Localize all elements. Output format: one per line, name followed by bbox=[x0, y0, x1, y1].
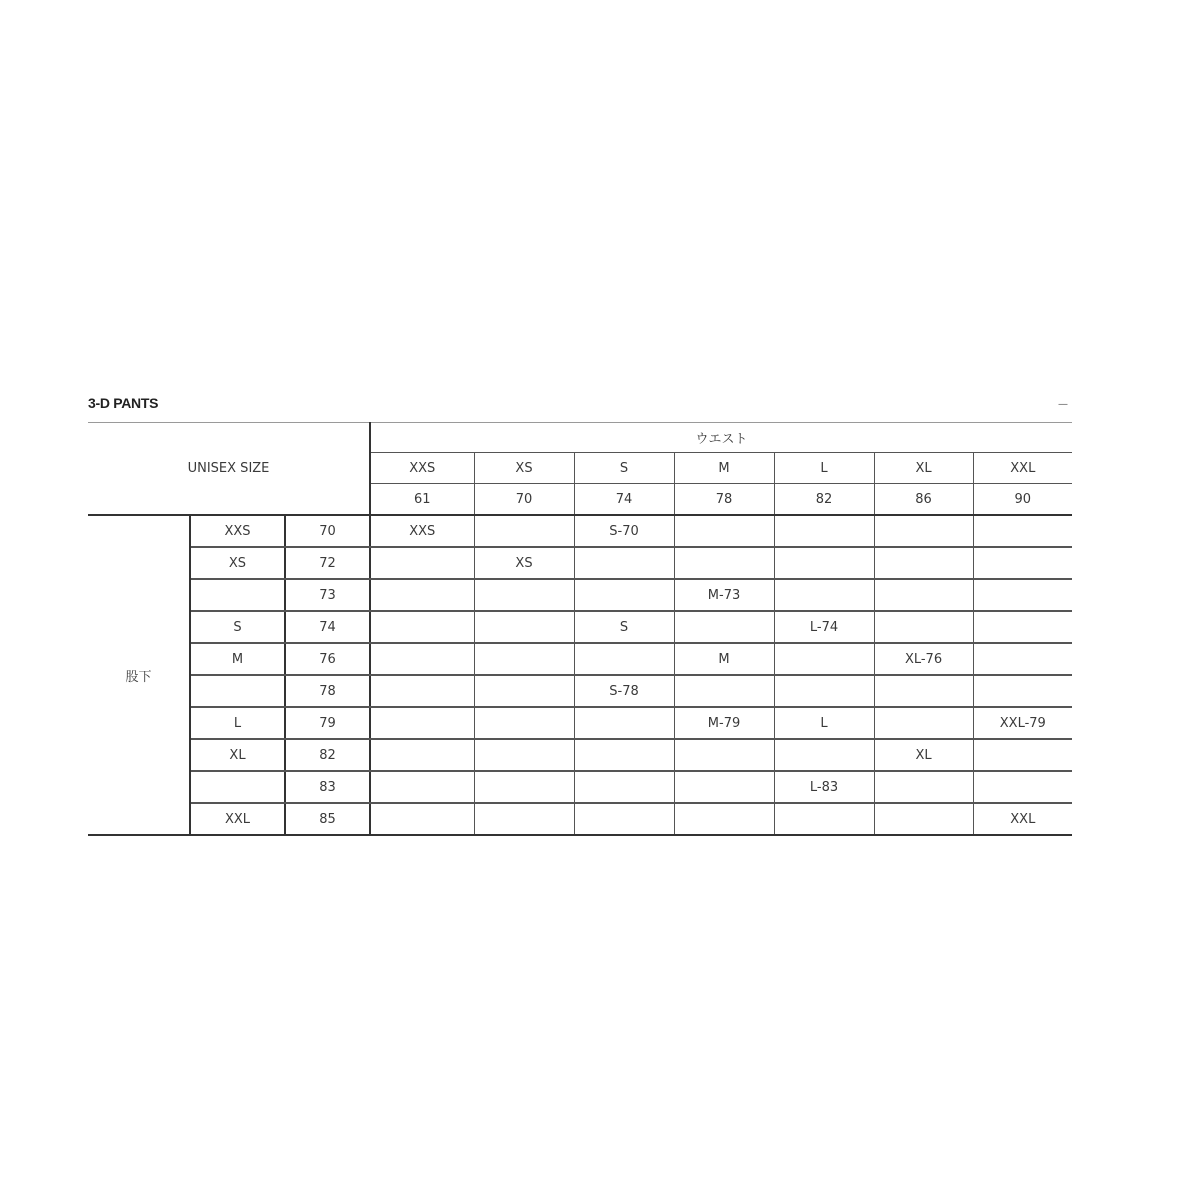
size-cell bbox=[574, 707, 674, 739]
waist-cm-header: 90 bbox=[973, 484, 1072, 516]
inseam-cm-cell: 85 bbox=[285, 803, 370, 835]
waist-size-header: XS bbox=[474, 453, 574, 484]
unisex-size-header: UNISEX SIZE bbox=[88, 422, 370, 515]
size-cell bbox=[973, 515, 1072, 547]
size-cell: S-70 bbox=[574, 515, 674, 547]
table-row bbox=[88, 739, 1072, 771]
page-title: 3-D PANTS bbox=[88, 395, 159, 411]
inseam-size-cell: XS bbox=[190, 547, 285, 579]
size-cell: M-73 bbox=[674, 579, 774, 611]
size-cell bbox=[370, 611, 474, 643]
inseam-size-cell: L bbox=[190, 707, 285, 739]
size-cell bbox=[574, 803, 674, 835]
waist-size-header: L bbox=[774, 453, 874, 484]
size-cell bbox=[370, 675, 474, 707]
table-row bbox=[88, 611, 1072, 643]
size-cell bbox=[574, 643, 674, 675]
inseam-cm-cell: 74 bbox=[285, 611, 370, 643]
size-cell: M-79 bbox=[674, 707, 774, 739]
size-cell: XL bbox=[874, 739, 973, 771]
size-cell bbox=[774, 579, 874, 611]
size-cell bbox=[674, 547, 774, 579]
size-cell bbox=[874, 771, 973, 803]
waist-header: ウエスト bbox=[370, 422, 1072, 453]
table-row bbox=[88, 771, 1072, 803]
size-cell bbox=[474, 675, 574, 707]
table-row bbox=[88, 803, 1072, 835]
size-cell bbox=[774, 643, 874, 675]
size-cell bbox=[370, 707, 474, 739]
table-row bbox=[88, 643, 1072, 675]
size-cell bbox=[370, 643, 474, 675]
inseam-cm-cell: 82 bbox=[285, 739, 370, 771]
waist-cm-header: 82 bbox=[774, 484, 874, 516]
waist-size-header: M bbox=[674, 453, 774, 484]
size-cell bbox=[774, 739, 874, 771]
size-cell bbox=[370, 771, 474, 803]
size-cell bbox=[674, 515, 774, 547]
size-cell bbox=[874, 515, 973, 547]
size-cell: L bbox=[774, 707, 874, 739]
size-cell bbox=[973, 579, 1072, 611]
size-cell: S bbox=[574, 611, 674, 643]
size-cell bbox=[474, 771, 574, 803]
inseam-size-cell bbox=[190, 675, 285, 707]
size-cell: L-83 bbox=[774, 771, 874, 803]
table-row bbox=[88, 547, 1072, 579]
waist-cm-header: 78 bbox=[674, 484, 774, 516]
inseam-size-cell: XXL bbox=[190, 803, 285, 835]
inseam-cm-cell: 73 bbox=[285, 579, 370, 611]
size-cell bbox=[973, 643, 1072, 675]
size-cell bbox=[474, 803, 574, 835]
size-cell bbox=[973, 547, 1072, 579]
size-cell bbox=[874, 611, 973, 643]
size-cell bbox=[574, 547, 674, 579]
size-cell bbox=[474, 515, 574, 547]
table-row bbox=[88, 515, 1072, 547]
size-cell: S-78 bbox=[574, 675, 674, 707]
waist-cm-header: 70 bbox=[474, 484, 574, 516]
size-cell: XXS bbox=[370, 515, 474, 547]
inseam-header: 股下 bbox=[88, 515, 190, 835]
waist-size-header: XXS bbox=[370, 453, 474, 484]
size-cell bbox=[874, 707, 973, 739]
size-cell bbox=[973, 675, 1072, 707]
size-cell bbox=[774, 515, 874, 547]
size-cell: XXL bbox=[973, 803, 1072, 835]
size-cell bbox=[774, 675, 874, 707]
inseam-size-cell bbox=[190, 579, 285, 611]
inseam-size-cell: XXS bbox=[190, 515, 285, 547]
size-cell bbox=[574, 739, 674, 771]
size-cell: XXL-79 bbox=[973, 707, 1072, 739]
size-cell bbox=[474, 579, 574, 611]
size-cell bbox=[874, 547, 973, 579]
inseam-cm-cell: 72 bbox=[285, 547, 370, 579]
waist-cm-header: 86 bbox=[874, 484, 973, 516]
size-cell bbox=[574, 579, 674, 611]
size-cell bbox=[474, 611, 574, 643]
size-cell bbox=[874, 803, 973, 835]
size-cell bbox=[973, 739, 1072, 771]
size-cell bbox=[370, 579, 474, 611]
size-cell bbox=[774, 547, 874, 579]
size-cell bbox=[674, 739, 774, 771]
size-cell bbox=[370, 739, 474, 771]
size-cell: XS bbox=[474, 547, 574, 579]
size-cell bbox=[474, 739, 574, 771]
table-row bbox=[88, 675, 1072, 707]
waist-cm-header: 61 bbox=[370, 484, 474, 516]
table-row bbox=[88, 707, 1072, 739]
size-cell: XL-76 bbox=[874, 643, 973, 675]
waist-size-header: XL bbox=[874, 453, 973, 484]
size-cell bbox=[674, 611, 774, 643]
size-cell bbox=[674, 771, 774, 803]
size-cell bbox=[474, 643, 574, 675]
inseam-size-cell: S bbox=[190, 611, 285, 643]
inseam-cm-cell: 83 bbox=[285, 771, 370, 803]
size-cell bbox=[874, 675, 973, 707]
waist-size-header: S bbox=[574, 453, 674, 484]
inseam-size-cell: M bbox=[190, 643, 285, 675]
inseam-size-cell bbox=[190, 771, 285, 803]
unit-mark: — bbox=[1058, 399, 1068, 410]
size-cell: L-74 bbox=[774, 611, 874, 643]
size-cell bbox=[674, 675, 774, 707]
inseam-cm-cell: 70 bbox=[285, 515, 370, 547]
size-cell bbox=[973, 611, 1072, 643]
size-cell: M bbox=[674, 643, 774, 675]
size-cell bbox=[474, 707, 574, 739]
waist-cm-header: 74 bbox=[574, 484, 674, 516]
inseam-cm-cell: 76 bbox=[285, 643, 370, 675]
inseam-size-cell: XL bbox=[190, 739, 285, 771]
size-cell bbox=[674, 803, 774, 835]
size-cell bbox=[874, 579, 973, 611]
size-chart-table bbox=[88, 422, 1072, 836]
size-cell bbox=[574, 771, 674, 803]
size-cell bbox=[370, 803, 474, 835]
size-cell bbox=[973, 771, 1072, 803]
size-cell bbox=[774, 803, 874, 835]
waist-size-header: XXL bbox=[973, 453, 1072, 484]
inseam-cm-cell: 79 bbox=[285, 707, 370, 739]
size-cell bbox=[370, 547, 474, 579]
table-row bbox=[88, 579, 1072, 611]
inseam-cm-cell: 78 bbox=[285, 675, 370, 707]
